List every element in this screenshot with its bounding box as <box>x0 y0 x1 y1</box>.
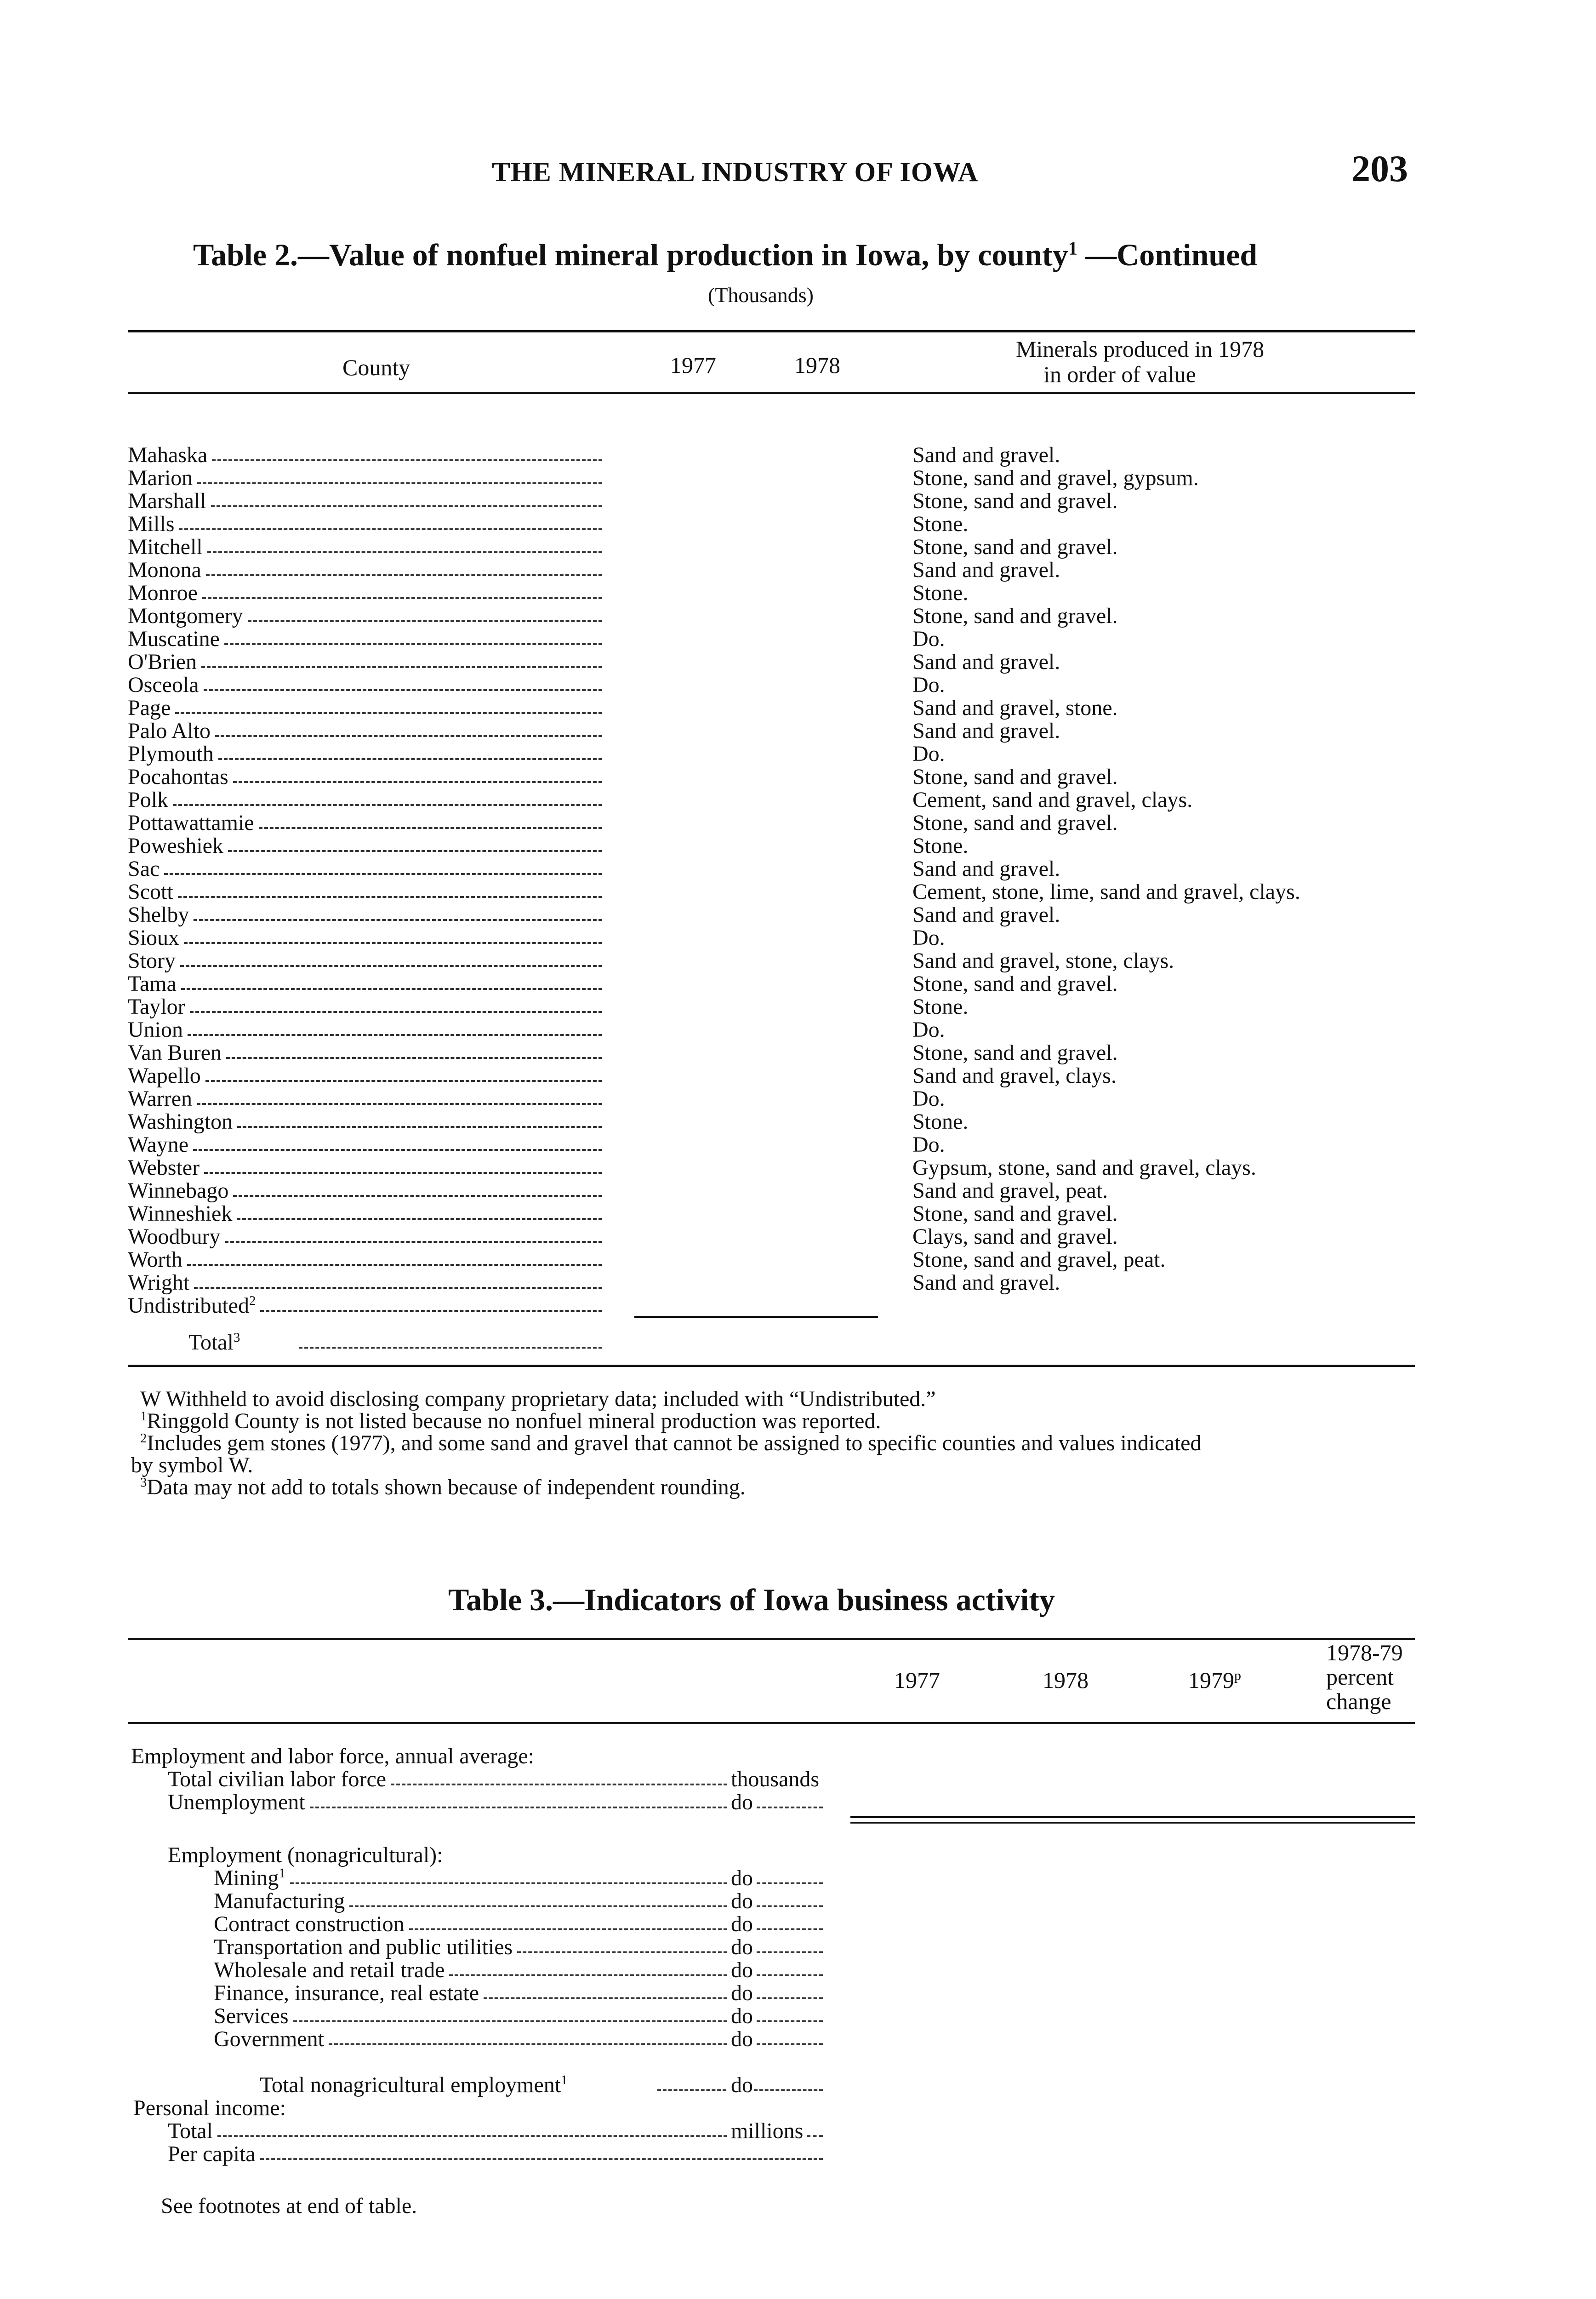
county-name <box>128 835 223 858</box>
indicator-label-text: Mining <box>214 1866 279 1890</box>
footnote <box>140 1408 881 1434</box>
table3-top-rule <box>128 1638 1415 1640</box>
leader-dots <box>224 643 602 645</box>
total-label-text: Total <box>188 1330 234 1355</box>
leader-dots <box>178 896 602 898</box>
county-name-text: Shelby <box>128 903 189 927</box>
minerals-produced: Do. <box>912 742 945 766</box>
county-name <box>128 582 198 605</box>
indicator-unit: do <box>731 2027 753 2051</box>
minerals-produced: Sand and gravel. <box>912 857 1060 881</box>
indicator-label <box>214 1936 513 1959</box>
county-name-text: Marion <box>128 466 193 490</box>
leader-dots <box>175 712 602 714</box>
leader-dots <box>329 2043 727 2045</box>
county-name-text: Pottawattamie <box>128 811 254 835</box>
table3-section-rule-1 <box>850 1816 1415 1818</box>
leader-dots <box>757 1997 823 1999</box>
county-sup: 2 <box>249 1293 256 1308</box>
county-name-text: Wayne <box>128 1132 189 1157</box>
leader-dots <box>226 1057 602 1059</box>
footnote <box>140 1386 936 1412</box>
county-name <box>128 559 201 582</box>
leader-dots <box>517 1951 727 1953</box>
leader-dots <box>807 2135 823 2137</box>
indicator-label <box>214 1913 405 1936</box>
indicator-label-text: Manufacturing <box>214 1889 345 1913</box>
leader-dots <box>248 620 602 622</box>
leader-dots <box>218 758 602 760</box>
footnote-mark: 1 <box>140 1409 147 1424</box>
county-name <box>128 972 177 995</box>
county-name-text: Winnebago <box>128 1178 229 1203</box>
indicator-label <box>214 1982 479 2005</box>
county-name <box>128 1133 188 1156</box>
table2-col-minerals-1: Minerals produced in 1978 <box>1016 336 1265 362</box>
county-name <box>128 743 214 766</box>
indicator-label-text: Wholesale and retail trade <box>214 1958 445 1982</box>
table2-title-suffix: —Continued <box>1077 237 1258 272</box>
table3-title: Table 3.—Indicators of Iowa business activity <box>448 1582 1055 1617</box>
table2-units: (Thousands) <box>708 283 814 307</box>
county-name-text: O'Brien <box>128 650 197 674</box>
county-name <box>128 949 176 972</box>
table3-col-change-2: percent <box>1326 1664 1394 1690</box>
leader-dots <box>202 597 602 599</box>
indicator-unit: do <box>731 1912 753 1936</box>
county-name-text: Poweshiek <box>128 834 223 858</box>
county-name <box>128 490 206 513</box>
leader-dots <box>233 781 602 783</box>
leader-dots <box>260 2158 823 2160</box>
minerals-produced: Stone. <box>912 995 969 1019</box>
see-footnotes-note: See footnotes at end of table. <box>161 2194 417 2218</box>
leader-dots <box>207 551 602 553</box>
leader-dots <box>757 1807 823 1808</box>
leader-dots <box>233 1195 602 1197</box>
minerals-produced: Sand and gravel, clays. <box>912 1064 1117 1088</box>
county-name <box>128 720 211 743</box>
county-name <box>128 697 171 720</box>
county-name-text: Undistributed <box>128 1293 249 1318</box>
minerals-produced: Cement, stone, lime, sand and gravel, clays. <box>912 880 1300 904</box>
leader-dots <box>201 666 602 668</box>
minerals-produced: Stone, sand and gravel, peat. <box>912 1247 1166 1272</box>
county-name <box>128 904 189 926</box>
county-name <box>128 674 199 697</box>
section-employment-nonag-label: Employment (nonagricultural): <box>168 1843 443 1867</box>
leader-dots <box>204 689 602 691</box>
minerals-produced: Stone. <box>912 1109 969 1134</box>
county-name <box>128 766 228 789</box>
minerals-produced: Stone, sand and gravel, gypsum. <box>912 466 1199 490</box>
indicator-label <box>168 1768 386 1791</box>
indicator-unit: do <box>731 1935 753 1959</box>
county-name-text: Woodbury <box>128 1224 221 1249</box>
minerals-produced: Stone, sand and gravel. <box>912 489 1118 513</box>
minerals-produced: Stone, sand and gravel. <box>912 811 1118 835</box>
county-name <box>128 1271 189 1294</box>
county-name-text: Story <box>128 949 176 973</box>
indicator-unit: thousands <box>731 1767 819 1791</box>
county-name-text: Washington <box>128 1109 233 1134</box>
county-name <box>128 1179 228 1202</box>
leader-dots <box>180 965 602 967</box>
county-name-text: Sioux <box>128 926 180 950</box>
county-name <box>128 995 185 1018</box>
county-name <box>128 1202 232 1225</box>
section-personal-income-label: Personal income: <box>133 2096 286 2120</box>
county-name <box>128 1294 256 1317</box>
indicator-label <box>168 1791 305 1814</box>
leader-dots <box>204 1172 602 1174</box>
county-name <box>128 651 197 674</box>
footnote <box>140 1475 746 1500</box>
total-nonag-label-sup: 1 <box>561 2073 568 2087</box>
footnote <box>140 1430 1201 1456</box>
minerals-produced: Sand and gravel. <box>912 650 1060 674</box>
minerals-produced: Sand and gravel. <box>912 1270 1060 1295</box>
table2-total-label <box>188 1331 240 1354</box>
indicator-unit: do <box>731 1866 753 1890</box>
minerals-produced: Sand and gravel. <box>912 719 1060 743</box>
county-name-text: Page <box>128 696 171 720</box>
county-name-text: Montgomery <box>128 604 243 628</box>
county-name <box>128 444 207 467</box>
minerals-produced: Clays, sand and gravel. <box>912 1224 1118 1249</box>
county-name-text: Muscatine <box>128 627 220 651</box>
minerals-produced: Do. <box>912 673 945 697</box>
county-name <box>128 628 220 651</box>
leader-dots <box>194 1287 602 1289</box>
indicator-label <box>168 2120 213 2143</box>
county-name-text: Mitchell <box>128 535 203 559</box>
minerals-produced: Sand and gravel. <box>912 903 1060 927</box>
county-name <box>128 467 193 490</box>
indicator-sup: 1 <box>279 1866 285 1881</box>
indicator-label-text: Contract construction <box>214 1912 405 1936</box>
leader-dots <box>215 735 602 737</box>
table2-title-text: Table 2.—Value of nonfuel mineral production in Iowa, by county <box>193 237 1068 272</box>
minerals-produced: Stone, sand and gravel. <box>912 1201 1118 1226</box>
minerals-produced: Do. <box>912 1132 945 1157</box>
county-name-text: Warren <box>128 1087 193 1111</box>
county-name-text: Plymouth <box>128 742 214 766</box>
leader-dots <box>484 1997 727 1999</box>
minerals-produced: Do. <box>912 1087 945 1111</box>
county-name <box>128 926 179 949</box>
leader-dots <box>211 505 602 507</box>
footnote-text: Includes gem stones (1977), and some sand and gravel that cannot be assigned to specific counties and values indicated <box>147 1431 1202 1455</box>
total-nonag-unit: do <box>731 2073 753 2097</box>
indicator-unit: millions <box>731 2119 804 2143</box>
county-name-text: Monona <box>128 558 201 582</box>
minerals-produced: Sand and gravel, peat. <box>912 1178 1108 1203</box>
indicator-label-text: Total civilian labor force <box>168 1767 387 1791</box>
minerals-produced: Stone. <box>912 581 969 605</box>
col-1979-text: 1979 <box>1188 1667 1234 1693</box>
leader-dots <box>187 1264 602 1266</box>
leader-dots <box>237 1126 602 1128</box>
footnote-mark: 3 <box>140 1475 147 1490</box>
leader-dots <box>237 1218 602 1220</box>
table2-title <box>193 237 1257 273</box>
leader-dots <box>349 1905 727 1907</box>
table2-top-rule <box>128 330 1415 332</box>
indicator-label <box>168 2143 256 2166</box>
indicator-unit: do <box>731 2004 753 2028</box>
county-name <box>128 881 173 904</box>
county-name <box>128 513 174 536</box>
table2-bottom-rule <box>128 1365 1415 1367</box>
leader-dots <box>757 1974 823 1976</box>
minerals-produced: Stone, sand and gravel. <box>912 604 1118 628</box>
leader-dots <box>173 804 602 806</box>
county-name-text: Van Buren <box>128 1041 222 1065</box>
minerals-produced: Sand and gravel. <box>912 558 1060 582</box>
minerals-produced: Gypsum, stone, sand and gravel, clays. <box>912 1155 1256 1180</box>
minerals-produced: Do. <box>912 627 945 651</box>
table3-col-1979 <box>1188 1667 1241 1693</box>
table2-col-minerals-2: in order of value <box>1043 361 1196 387</box>
section-employment-labor-label: Employment and labor force, annual average: <box>131 1744 534 1768</box>
minerals-produced: Sand and gravel. <box>912 443 1060 467</box>
table2-col-1977: 1977 <box>670 352 716 378</box>
table2-col-county: County <box>342 355 410 380</box>
table3-header-rule <box>128 1722 1415 1724</box>
minerals-produced: Sand and gravel, stone. <box>912 696 1118 720</box>
county-name <box>128 1156 200 1179</box>
total-nonag-label <box>260 2074 568 2097</box>
table3-col-change-3: change <box>1326 1688 1391 1714</box>
minerals-produced: Stone. <box>912 834 969 858</box>
leader-dots <box>184 942 602 944</box>
indicator-label <box>214 1890 345 1913</box>
total-nonag-label-text: Total nonagricultural employment <box>260 2073 561 2097</box>
minerals-produced: Do. <box>912 926 945 950</box>
leader-dots <box>293 2020 727 2022</box>
footnote <box>131 1453 253 1478</box>
minerals-produced: Cement, sand and gravel, clays. <box>912 788 1193 812</box>
county-name-text: Sac <box>128 857 160 881</box>
county-name <box>128 789 168 812</box>
leader-dots <box>757 1882 823 1884</box>
col-1979-sup: p <box>1234 1668 1241 1683</box>
county-name-text: Union <box>128 1018 183 1042</box>
indicator-unit: do <box>731 1958 753 1982</box>
leader-dots <box>290 1882 727 1884</box>
indicator-label-text: Government <box>214 2027 324 2051</box>
county-name <box>128 1110 233 1133</box>
indicator-label <box>214 1959 445 1982</box>
table2-col-1978: 1978 <box>794 352 840 378</box>
county-name-text: Wapello <box>128 1064 201 1088</box>
footnote-mark: 2 <box>140 1431 147 1446</box>
leader-dots <box>310 1807 727 1808</box>
leader-dots <box>757 1951 823 1953</box>
leader-dots <box>228 850 602 852</box>
leader-dots <box>206 574 602 576</box>
leader-dots <box>259 827 602 829</box>
leader-dots <box>449 1974 727 1976</box>
county-name-text: Wright <box>128 1270 190 1295</box>
county-name-text: Osceola <box>128 673 199 697</box>
county-name-text: Monroe <box>128 581 198 605</box>
leader-dots <box>197 1103 602 1105</box>
county-name <box>128 812 254 835</box>
county-name-text: Winneshiek <box>128 1201 233 1226</box>
minerals-produced: Stone, sand and gravel. <box>912 1041 1118 1065</box>
leader-dots <box>757 2043 823 2045</box>
leader-dots <box>757 2020 823 2022</box>
leader-dots <box>197 482 602 484</box>
indicator-label <box>214 1867 285 1890</box>
indicator-unit: do <box>731 1889 753 1913</box>
county-name <box>128 858 160 881</box>
leader-dots <box>188 1034 602 1036</box>
indicator-label-text: Total <box>168 2119 213 2143</box>
leader-dots <box>194 919 602 921</box>
minerals-produced: Stone, sand and gravel. <box>912 535 1118 559</box>
county-name <box>128 536 203 559</box>
leader-dots <box>260 1310 602 1312</box>
table3-col-change-1: 1978-79 <box>1326 1640 1403 1665</box>
page-number: 203 <box>1351 148 1408 189</box>
county-name-text: Webster <box>128 1155 200 1180</box>
county-name-text: Tama <box>128 972 177 996</box>
leader-dots <box>193 1149 602 1151</box>
footnote-text: by symbol W. <box>131 1453 253 1477</box>
minerals-produced: Stone, sand and gravel. <box>912 765 1118 789</box>
leader-dots <box>217 2135 727 2137</box>
leader-dots <box>299 1347 602 1349</box>
county-name-text: Mills <box>128 512 175 536</box>
indicator-label-text: Finance, insurance, real estate <box>214 1981 479 2005</box>
county-name <box>128 1248 182 1271</box>
table2-title-sup: 1 <box>1068 238 1078 259</box>
leader-dots <box>391 1784 727 1785</box>
county-name-text: Scott <box>128 880 173 904</box>
minerals-produced: Do. <box>912 1018 945 1042</box>
footnote-text: W Withheld to avoid disclosing company proprietary data; included with “Undistributed.” <box>140 1387 936 1411</box>
table2-total-rule <box>634 1316 878 1318</box>
indicator-label <box>214 2028 324 2051</box>
minerals-produced: Sand and gravel, stone, clays. <box>912 949 1174 973</box>
county-name <box>128 1018 183 1041</box>
indicator-label-text: Per capita <box>168 2142 256 2166</box>
county-name <box>128 1087 192 1110</box>
county-name-text: Pocahontas <box>128 765 228 789</box>
leader-dots <box>212 459 602 461</box>
indicator-label <box>214 2005 289 2028</box>
indicator-unit: do <box>731 1790 753 1814</box>
indicator-label-text: Services <box>214 2004 289 2028</box>
indicator-label-text: Transportation and public utilities <box>214 1935 513 1959</box>
leader-dots <box>181 988 602 990</box>
minerals-produced: Stone. <box>912 512 969 536</box>
table3-col-1977: 1977 <box>894 1667 940 1693</box>
minerals-produced: Stone, sand and gravel. <box>912 972 1118 996</box>
leader-dots <box>164 873 602 875</box>
leader-dots <box>225 1241 602 1243</box>
county-name <box>128 1225 220 1248</box>
table3-col-1978: 1978 <box>1043 1667 1089 1693</box>
leader-dots <box>757 1928 823 1930</box>
leader-dots <box>190 1011 602 1013</box>
county-name <box>128 605 243 628</box>
total-label-sup: 3 <box>233 1330 240 1345</box>
footnote-text: Data may not add to totals shown because of independent rounding. <box>147 1475 746 1499</box>
leader-dots <box>657 2089 726 2091</box>
county-name <box>128 1064 201 1087</box>
footnote-text: Ringgold County is not listed because no nonfuel mineral production was reported. <box>147 1409 881 1433</box>
county-name-text: Worth <box>128 1247 182 1272</box>
county-name-text: Mahaska <box>128 443 208 467</box>
leader-dots <box>409 1928 727 1930</box>
indicator-unit: do <box>731 1981 753 2005</box>
leader-dots <box>205 1080 602 1082</box>
county-name-text: Marshall <box>128 489 206 513</box>
leader-dots <box>754 2089 823 2091</box>
county-name <box>128 1041 222 1064</box>
county-name-text: Taylor <box>128 995 185 1019</box>
county-name-text: Polk <box>128 788 169 812</box>
leader-dots <box>179 528 602 530</box>
table2-header-rule <box>128 392 1415 394</box>
running-title: THE MINERAL INDUSTRY OF IOWA <box>492 157 979 187</box>
indicator-label-text: Unemployment <box>168 1790 305 1814</box>
county-name-text: Palo Alto <box>128 719 211 743</box>
table3-section-rule-2 <box>850 1822 1415 1824</box>
leader-dots <box>757 1905 823 1907</box>
